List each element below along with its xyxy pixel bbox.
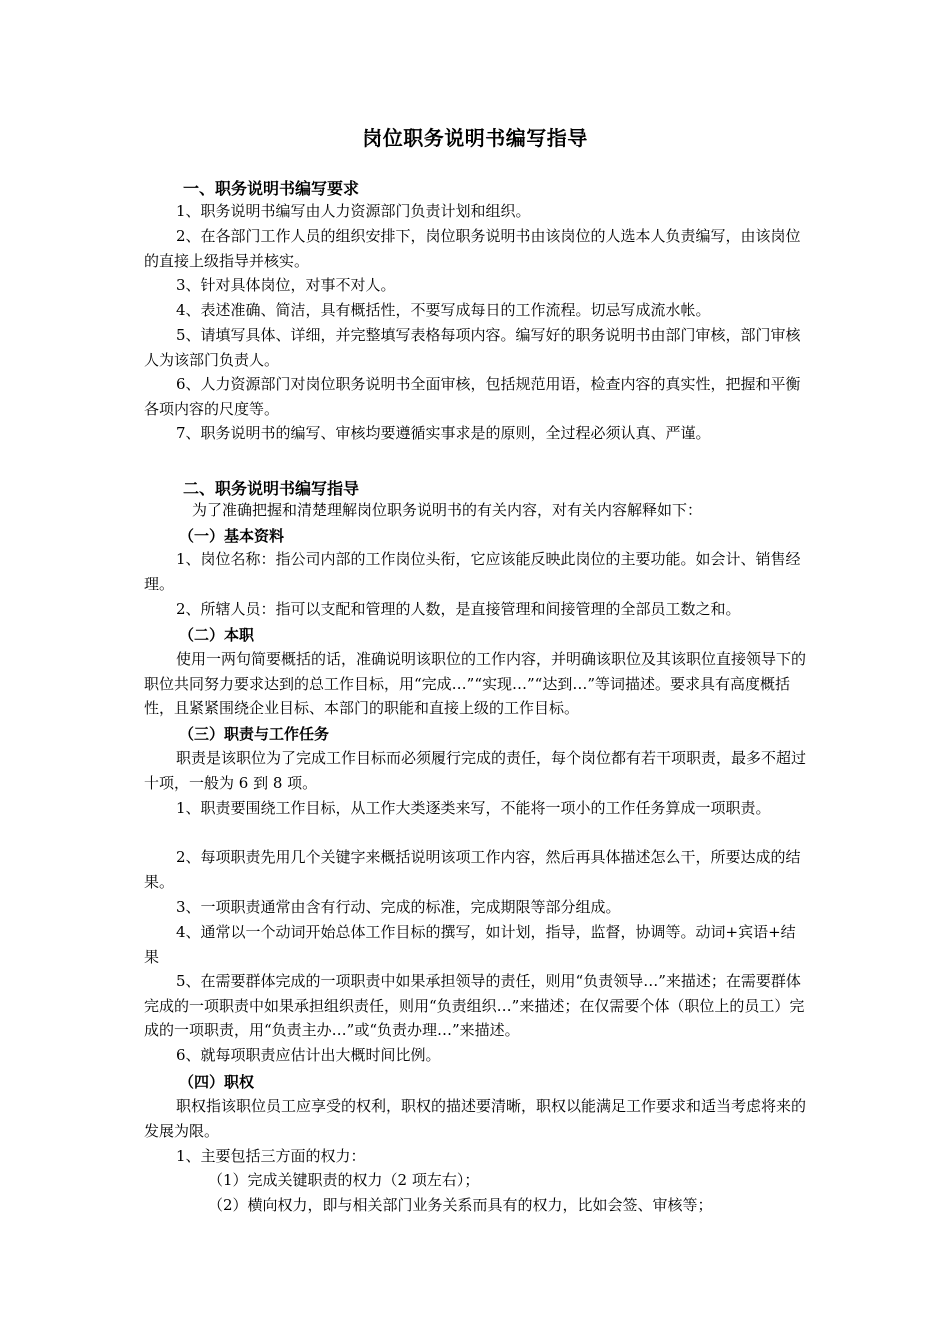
- basic-info-heading: （一）基本资料: [179, 527, 285, 545]
- section-1-item-3: 3、针对具体岗位，对事不对人。: [176, 276, 396, 294]
- basic-info-item-2: 2、所辖人员：指可以支配和管理的人数，是直接管理和间接管理的全部员工数之和。: [176, 600, 741, 618]
- document-title: 岗位职务说明书编写指导: [362, 126, 588, 150]
- section-1-heading: 一、职务说明书编写要求: [183, 179, 360, 198]
- section-1-item-6: 6、人力资源部门对岗位职务说明书全面审核，包括规范用语，检查内容的真实性，把握和平衡各项内容的尺度等。: [144, 375, 801, 418]
- section-1-item-4: 4、表述准确、简洁，具有概括性，不要写成每日的工作流程。切忌写成流水帐。: [176, 301, 711, 319]
- responsibilities-item-1: 1、职责要围绕工作目标，从工作大类逐类来写，不能将一项小的工作任务算成一项职责。: [176, 799, 771, 817]
- duty-heading: （二）本职: [179, 626, 255, 644]
- responsibilities-item-3: 3、一项职责通常由含有行动、完成的标准，完成期限等部分组成。: [176, 898, 621, 916]
- responsibilities-item-6: 6、就每项职责应估计出大概时间比例。: [176, 1046, 441, 1064]
- responsibilities-item-2: 2、每项职责先用几个关键字来概括说明该项工作内容，然后再具体描述怎么干，所要达成的结果。: [144, 848, 801, 891]
- section-2-intro: 为了准确把握和清楚理解岗位职务说明书的有关内容，对有关内容解释如下：: [192, 501, 703, 519]
- section-1-item-1: 1、职务说明书编写由人力资源部门负责计划和组织。: [176, 202, 531, 220]
- authority-intro: 职权指该职位员工应享受的权利，职权的描述要清晰，职权以能满足工作要求和适当考虑将来的发展为限。: [144, 1097, 807, 1140]
- section-2-heading: 二、职务说明书编写指导: [183, 479, 360, 498]
- responsibilities-item-5: 5、在需要群体完成的一项职责中如果承担领导的责任，则用“负责领导…”来描述；在需要群体完成的一项职责中如果承担组织责任，则用“负责组织…”来描述；在仅需要个体（职位上的员工）完成的一项职责，用“负责主办…”或“负责办理…”来描述。: [144, 972, 805, 1039]
- section-1-item-7: 7、职务说明书的编写、审核均要遵循实事求是的原则，全过程必须认真、严谨。: [176, 424, 711, 442]
- basic-info-item-1: 1、岗位名称：指公司内部的工作岗位头衔，它应该能反映此岗位的主要功能。如会计、销售经理。: [144, 550, 801, 593]
- duty-text: 使用一两句简要概括的话，准确说明该职位的工作内容，并明确该职位及其该职位直接领导下的职位共同努力要求达到的总工作目标，用“完成…”“实现…”“达到…”等词描述。要求具有高度概括性，且紧紧围绕企业目标、本部门的职能和直接上级的工作目标。: [144, 650, 807, 717]
- responsibilities-item-4: 4、通常以一个动词开始总体工作目标的撰写，如计划，指导，监督，协调等。动词+宾语+结果: [144, 923, 796, 966]
- responsibilities-heading: （三）职责与工作任务: [179, 725, 330, 743]
- authority-subitem-1: （1）完成关键职责的权力（2 项左右）；: [208, 1171, 480, 1189]
- section-1-item-5: 5、请填写具体、详细，并完整填写表格每项内容。编写好的职务说明书由部门审核，部门审核人为该部门负责人。: [144, 326, 801, 369]
- section-1-item-2: 2、在各部门工作人员的组织安排下，岗位职务说明书由该岗位的人选本人负责编写，由该岗位的直接上级指导并核实。: [144, 227, 801, 270]
- authority-lead: 1、主要包括三方面的权力：: [176, 1147, 366, 1165]
- authority-subitem-2: （2）横向权力，即与相关部门业务关系而具有的权力，比如会签、审核等；: [208, 1196, 713, 1214]
- responsibilities-intro: 职责是该职位为了完成工作目标而必须履行完成的责任，每个岗位都有若干项职责，最多不超过十项，一般为 6 到 8 项。: [144, 749, 807, 792]
- authority-heading: （四）职权: [179, 1073, 255, 1091]
